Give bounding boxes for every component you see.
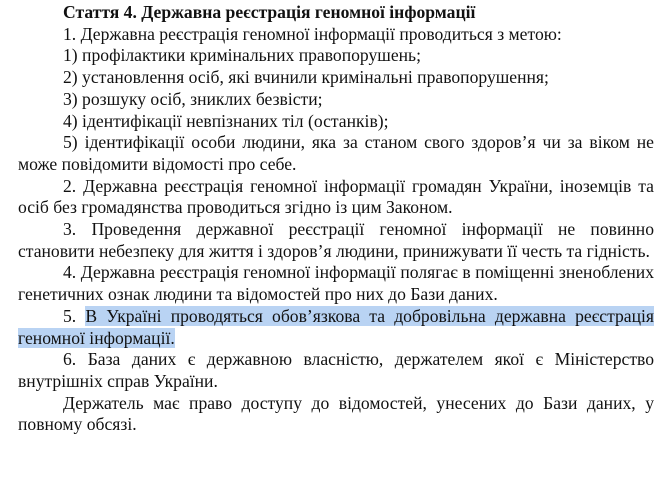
purpose-item: 1) профілактики кримінальних правопорушень; xyxy=(63,45,421,66)
paragraph-4: 4. Державна реєстрація геномної інформації полягає в поміщенні зненоблених генетичних ознак людини та відомостей про них до Бази даних. xyxy=(18,262,654,305)
purpose-item: 2) установлення осіб, які вчинили кримінальні правопорушення; xyxy=(63,67,549,88)
selected-text[interactable]: В Україні проводяться обов’язкова та добровільна державна реєстрація геномної інформації. xyxy=(18,305,654,348)
paragraph-6: 6. База даних є державною власністю, держателем якої є Міністерство внутрішніх справ України. xyxy=(18,349,654,391)
paragraph-5[interactable] xyxy=(18,306,654,349)
paragraph-3: 3. Проведення державної реєстрації геномної інформації не повинно становити небезпеку для життя і здоров’я людини, принижувати її честь та гідність. xyxy=(18,219,654,261)
paragraph-5-number: 5. xyxy=(63,305,86,326)
purpose-item: 3) розшуку осіб, зниклих безвісти; xyxy=(63,88,323,109)
purpose-item: 4) ідентифікації невпізнаних тіл (останків); xyxy=(63,110,389,131)
document-page xyxy=(18,2,654,436)
paragraph-7: Держатель має право доступу до відомостей, унесених до Бази даних, у повному обсязі. xyxy=(18,392,654,435)
intro-paragraph: 1. Державна реєстрація геномної інформації проводиться з метою: xyxy=(63,23,562,44)
article-title: Стаття 4. Державна реєстрація геномної інформації xyxy=(63,2,476,22)
paragraph-2: 2. Державна реєстрація геномної інформації громадян України, іноземців та осіб без громадянства проводиться згідно із цим Законом. xyxy=(18,175,654,218)
purpose-item: 5) ідентифікації особи людини, яка за станом свого здоров’я чи за віком не може повідомити відомості про себе. xyxy=(18,132,654,174)
